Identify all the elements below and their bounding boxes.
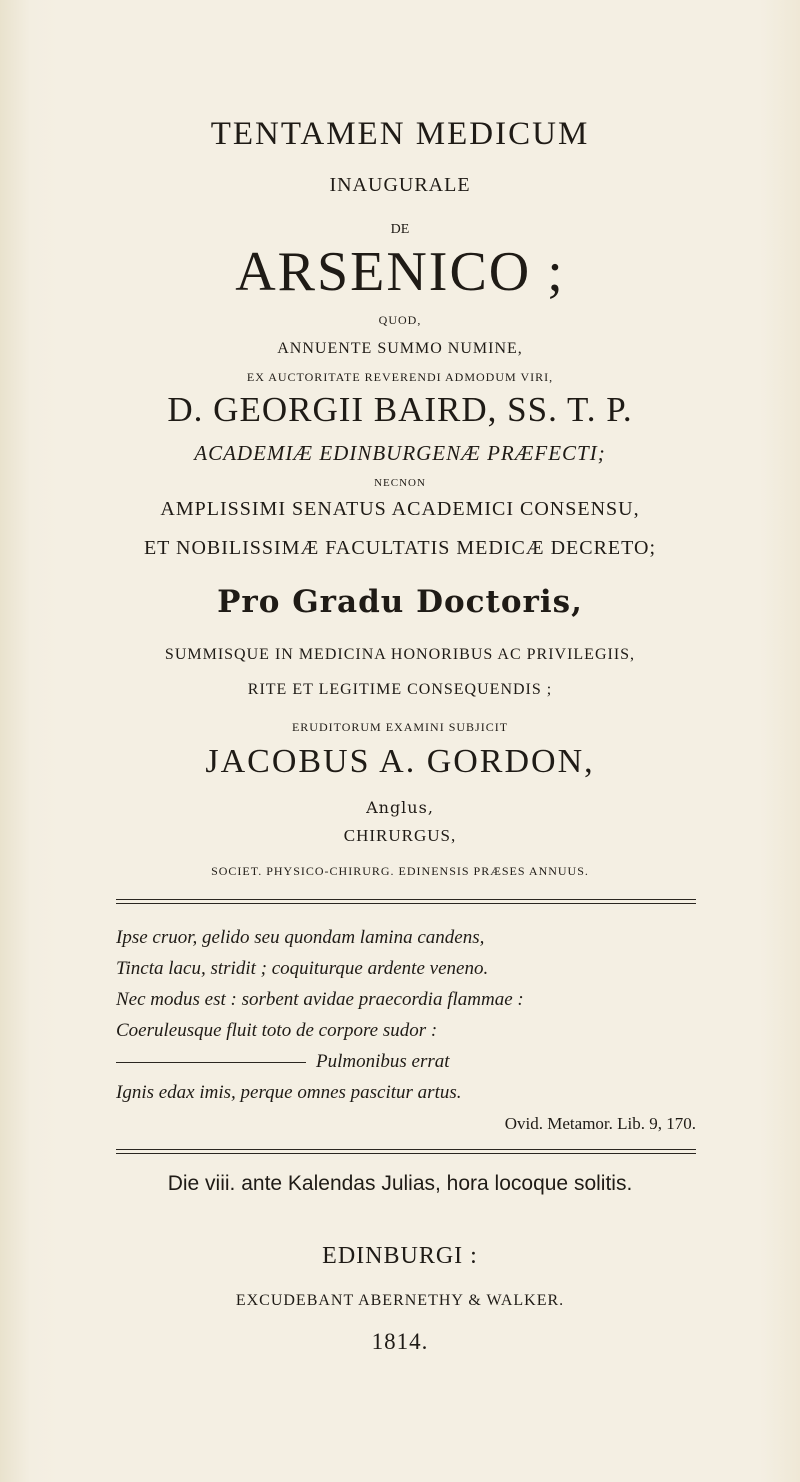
title-line-1: TENTAMEN MEDICUM: [210, 116, 590, 152]
quod-line: QUOD,: [378, 313, 422, 327]
title-line-2: INAUGURALE: [329, 174, 471, 196]
facultas-line: ET NOBILISSIMÆ FACULTATIS MEDICÆ DECRETO;: [143, 537, 657, 559]
senatus-line: AMPLISSIMI SENATUS ACADEMICI CONSENSU,: [160, 498, 640, 520]
epigraph-line: Ipse cruor, gelido seu quondam lamina candens,: [116, 927, 485, 948]
auctoritate-line: EX AUCTORITATE REVERENDI ADMODUM VIRI,: [246, 370, 554, 384]
author-nation: Anglus,: [366, 798, 434, 817]
necnon-line: NECNON: [374, 477, 426, 489]
academy-line: ACADEMIÆ EDINBURGENÆ PRÆFECTI;: [194, 441, 606, 465]
date-line: Die viii. ante Kalendas Julias, hora locoque solitis.: [167, 1172, 633, 1195]
subject-title: ARSENICO ;: [235, 241, 565, 303]
author-name: JACOBUS A. GORDON,: [205, 743, 595, 780]
author-society: SOCIET. PHYSICO-CHIRURG. EDINENSIS PRÆSES ANNUUS.: [211, 864, 589, 878]
epigraph-line-dashed: Pulmonibus errat: [116, 1046, 696, 1077]
rule-bottom: [116, 1149, 696, 1150]
principal-name: D. GEORGII BAIRD, SS. T. P.: [167, 390, 633, 429]
rule-top-2: [116, 903, 696, 904]
degree-line-2: RITE ET LEGITIME CONSEQUENDIS ;: [247, 681, 553, 698]
epigraph-line: Coeruleusque fluit toto de corpore sudor :: [116, 1020, 438, 1041]
epigraph-line: Tincta lacu, stridit ; coquiturque ardente veneno.: [116, 958, 489, 979]
imprint-year: 1814.: [371, 1329, 429, 1354]
author-profession: CHIRURGUS,: [343, 826, 457, 845]
epigraph-line: Nec modus est : sorbent avidae praecordia flammae :: [116, 989, 524, 1010]
degree-blackletter: Pro Gradu Doctoris,: [217, 584, 583, 620]
imprint-printer: EXCUDEBANT ABERNETHY & WALKER.: [235, 1292, 565, 1309]
eruditorum-line: ERUDITORUM EXAMINI SUBJICIT: [291, 720, 509, 734]
dash-mark: [116, 1062, 306, 1063]
epigraph-line: Ignis edax imis, perque omnes pascitur artus.: [116, 1082, 462, 1103]
title-line-3: DE: [390, 222, 410, 237]
rule-bottom-2: [116, 1153, 696, 1154]
epigraph: [116, 922, 696, 1139]
epigraph-source: Ovid. Metamor. Lib. 9, 170.: [504, 1114, 696, 1133]
annuente-line: ANNUENTE SUMMO NUMINE,: [277, 340, 523, 357]
rule-top: [116, 899, 696, 900]
degree-line-1: SUMMISQUE IN MEDICINA HONORIBUS AC PRIVILEGIIS,: [164, 646, 636, 663]
imprint-city: EDINBURGI :: [322, 1243, 478, 1269]
